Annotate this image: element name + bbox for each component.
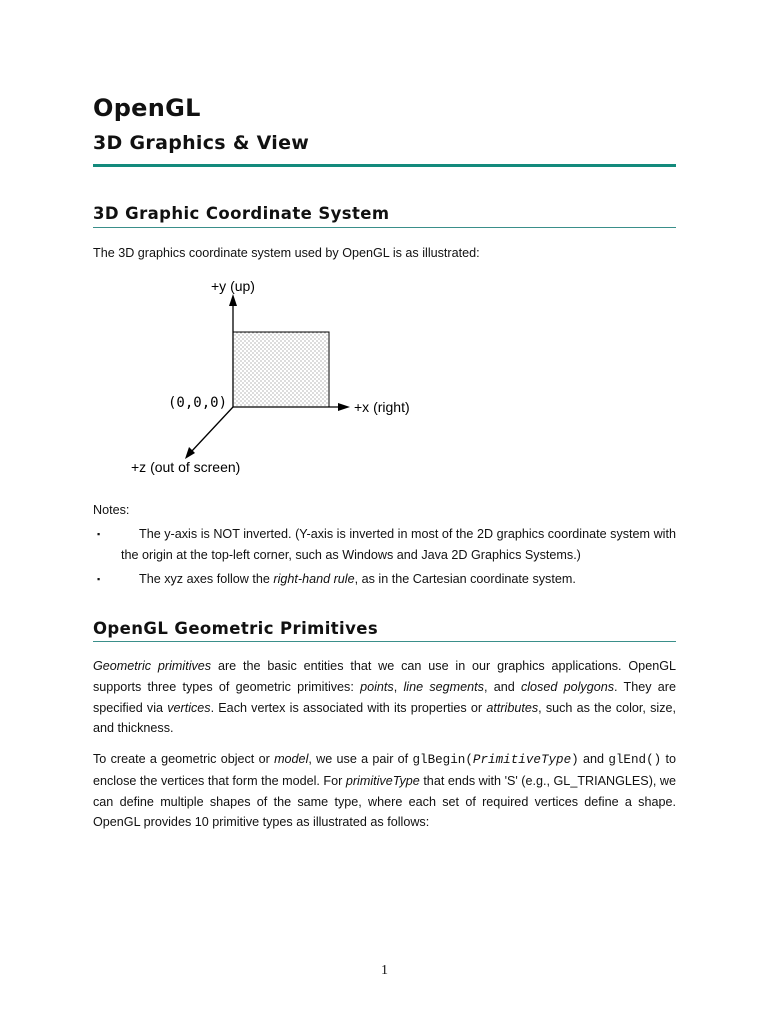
bullet-icon: ▪: [97, 529, 101, 539]
glbegin-code: glBegin(PrimitiveType): [412, 753, 579, 767]
model-paragraph: To create a geometric object or model, we use a pair of glBegin(PrimitiveType) and glEnd() to enclose the vertices that form the model. For primitiveType that ends with 'S' (e.g., GL_TRIANGLES), we can define multiple shapes of the same type, where each set of required vertices define a shape. OpenGL provides 10 primitive types as illustrated as follows:: [93, 752, 677, 830]
right-hand-rule-term: right-hand rule: [273, 572, 355, 586]
section-heading-coordinate-system: 3D Graphic Coordinate System: [93, 204, 390, 223]
section-heading-primitives: OpenGL Geometric Primitives: [93, 619, 379, 638]
dotted-plane-square: [233, 332, 329, 407]
list-item: ▪ The xyz axes follow the right-hand rule, as in the Cartesian coordinate system.: [93, 569, 676, 590]
notes-list: [93, 524, 676, 590]
glend-code: glEnd(): [608, 753, 662, 767]
z-axis-line: [191, 407, 233, 452]
x-axis-arrowhead: [338, 403, 350, 411]
y-axis-label: +y (up): [211, 278, 255, 294]
note-text: The y-axis is NOT inverted. (Y-axis is inverted in most of the 2D graphics coordinate system with the origin at the top-left corner, such as Windows and Java 2D Graphics Systems.): [121, 527, 676, 562]
z-axis-label: +z (out of screen): [131, 459, 241, 475]
primitives-paragraph: Geometric primitives are the basic entities that we can use in our graphics applications. OpenGL supports three types of geometric primitives: points, line segments, and closed polygons. They are specified via vertices. Each vertex is associated with its properties or attributes, such as the color, size, and thickness.: [93, 659, 677, 736]
bullet-icon: ▪: [97, 574, 101, 584]
title-divider: [93, 164, 676, 167]
document-title: OpenGL: [93, 94, 201, 122]
list-item: [93, 524, 676, 566]
notes-label: Notes:: [93, 503, 130, 517]
origin-label: (0,0,0): [168, 395, 228, 411]
page-number: 1: [381, 963, 388, 978]
section-divider: [93, 227, 676, 228]
intro-paragraph: The 3D graphics coordinate system used by OpenGL is as illustrated:: [93, 246, 480, 260]
coordinate-system-figure: [131, 272, 428, 482]
section-divider: [93, 641, 676, 642]
document-subtitle: 3D Graphics & View: [93, 132, 310, 154]
x-axis-label: +x (right): [354, 399, 410, 415]
y-axis-arrowhead: [229, 294, 237, 306]
